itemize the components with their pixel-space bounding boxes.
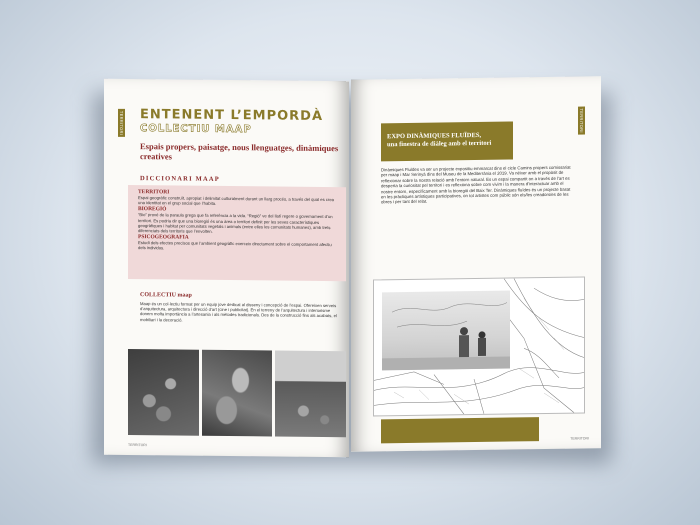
- dictionary-definition: Estudi dels efectes precisos que l’ambient geogràfic exerceix directament sobre el comportament afectiu dels individus.: [138, 240, 332, 251]
- dictionary-term: TERRITORI: [138, 189, 170, 196]
- right-page: [351, 76, 601, 451]
- section-tab-left: TERRITORI: [118, 109, 125, 137]
- maap-description: Maap és un col·lectiu format per un equip jove dedicat al disseny i concepció de l’espai. Ofereixen serveis d’arquitectura, arquitectura i direcció d’art (cine i publicitat). En el terreny de l’arquitectura i interiorisme donem molta importància a l’artesania i als mètodes tradicionals. Des de la construcció fins als acabats, el mobiliari i la decoració.: [140, 301, 337, 323]
- dictionary-box: [128, 185, 346, 281]
- gallery-photo: [275, 351, 346, 438]
- photo-strip: [128, 349, 346, 437]
- exhibition-photo: [382, 291, 510, 371]
- page-footer-left: TERRITORI: [128, 442, 147, 448]
- dictionary-definition: “Bio” prové de la paraula grega que fa referència a la vida. “Regió” ve del llatí regere o governament d’un territori. Es podria dir que una bioregió és una àrea o territori definit per les seves característiques geogràfiques i habitat per comunitats vegetals i animals (entre elles les comunitats humanes), amb trets diferenciats dels territoris que l’envolten.: [138, 212, 333, 234]
- expo-description: Dinàmiques Fluïdes va ser un projecte expositiu emmarcat dins el cicle Camins propers comissariat per maap i Mar Serinyà dins del Museu de la Mediterrània el 2019. Va néixer amb el propòsit de reflexionar sobre la nostra relació amb l’entorn natural. Es un espai compartit on a través de l’art es desperta la curiositat pel territori i es reflexiona sobre com vivim i la manera d’interactuar amb el nostre entorn, específicament amb la bioregió del Baix Ter. Dinàmiques fluïdes és un projecte basat en les pràctiques artístiques participatives, on tot artistes com públic són els/les creadors/es de les obres i per tant del relat.: [381, 164, 571, 205]
- dictionary-heading: DICCIONARI MAAP: [140, 175, 220, 183]
- dictionary-term: PSICOGEOGRAFIA: [138, 234, 189, 241]
- workshop-photo: [202, 350, 273, 437]
- page-footer-right: TERRITORI: [570, 436, 589, 441]
- tagline: Espais propers, paisatge, nous llenguatges, dinàmiques creatives: [140, 141, 339, 162]
- dictionary-term: BIOREGIÓ: [138, 206, 167, 213]
- page-title: ENTENENT L’EMPORDÀ: [140, 107, 324, 125]
- section-tab-right: TERRITORI: [578, 106, 585, 134]
- exhibition-visitors-graphic: [382, 291, 510, 371]
- ceramics-photo: [128, 349, 199, 436]
- expo-title: EXPO DINÀMIQUES FLUÏDES,: [387, 131, 482, 141]
- maap-heading: COLLECTIU maap: [140, 292, 192, 299]
- dictionary-definition: Espai geogràfic construït, apropiat i delimitat culturalment durant un llarg procés, a través del qual es crea una identitat en el grup social que l’habita.: [138, 195, 334, 207]
- territory-map-image: [373, 276, 585, 416]
- expo-subtitle: una finestra de diàleg amb el territori: [387, 139, 492, 149]
- page-subtitle: COLLECTIU MAAP: [140, 123, 252, 136]
- left-page: [104, 79, 349, 458]
- expo-title-box: [381, 121, 513, 161]
- decorative-band: [381, 417, 539, 443]
